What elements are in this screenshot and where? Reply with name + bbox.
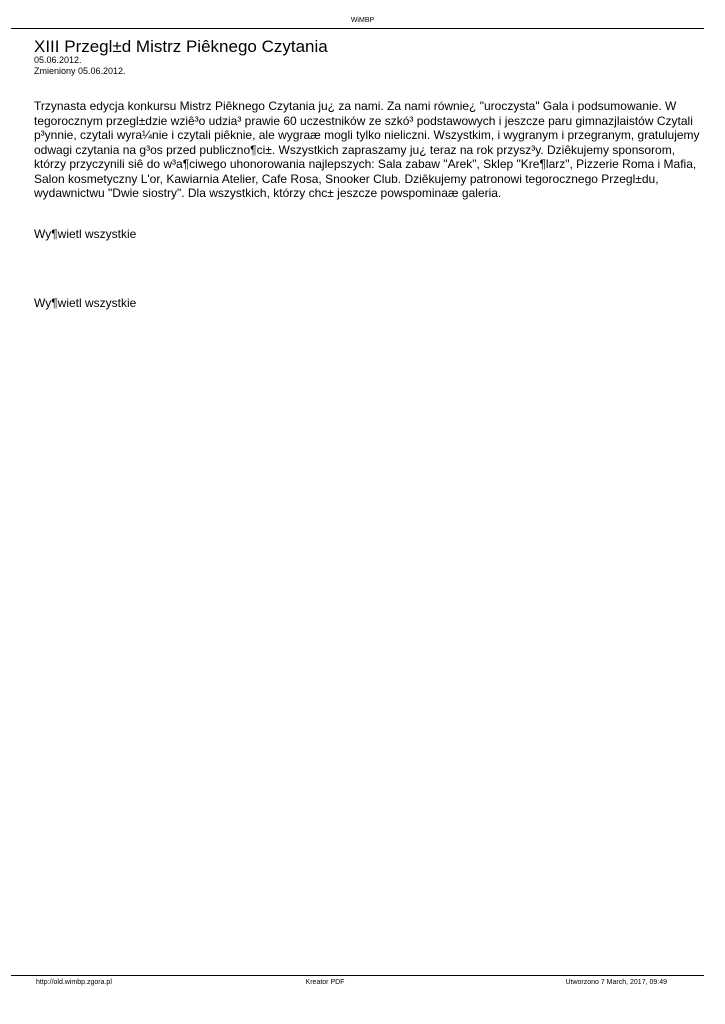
footer-url: http://old.wimbp.zgora.pl [36,979,112,986]
article-date: 05.06.2012. [34,55,82,65]
article-title: XIII Przegl±d Mistrz Piêknego Czytania [34,37,328,56]
view-all-link-2[interactable]: Wy¶wietl wszystkie [34,296,137,310]
footer-generator: Kreator PDF [305,979,345,986]
footer-divider [11,975,704,976]
article-modified-date: Zmieniony 05.06.2012. [34,66,126,76]
article-body: Trzynasta edycja konkursu Mistrz Piêknego Czytania ju¿ za nami. Za nami równie¿ "uroczysta" Gala i podsumowanie. W tegorocznym przegl±dzie wziê³o udzia³ prawie 60 uczestników ze szkó³ podstawowych i jeszcze paru gimnazjlaistów Czytali p³ynnie, czytali wyra¼nie i czytali piêknie, ale wygraæ mogli tylko nieliczni. Wszystkim, i wygranym i przegranym, gratulujemy odwagi czytania na g³os przed publiczno¶ci±. Wszystkich zapraszamy ju¿ teraz na rok przysz³y. Dziêkujemy sponsorom, którzy przyczynili siê do w³a¶ciwego uhonorowania najlepszych: Sala zabaw "Arek", Sklep "Kre¶larz", Pizzerie Roma i Mafia, Salon kosmetyczny L'or, Kawiarnia Atelier, Cafe Rosa, Snooker Club. Dziêkujemy patronowi tegorocznego Przegl±du, wydawnictwu "Dwie siostry". Dla wszystkich, którzy chc± jeszcze powspominaæ galeria. [34,99,700,200]
header-divider [11,28,704,29]
view-all-link[interactable]: Wy¶wietl wszystkie [34,227,137,241]
site-label: WiMBP [350,17,375,24]
footer-created-date: Utworzono 7 March, 2017, 09:49 [565,979,667,986]
